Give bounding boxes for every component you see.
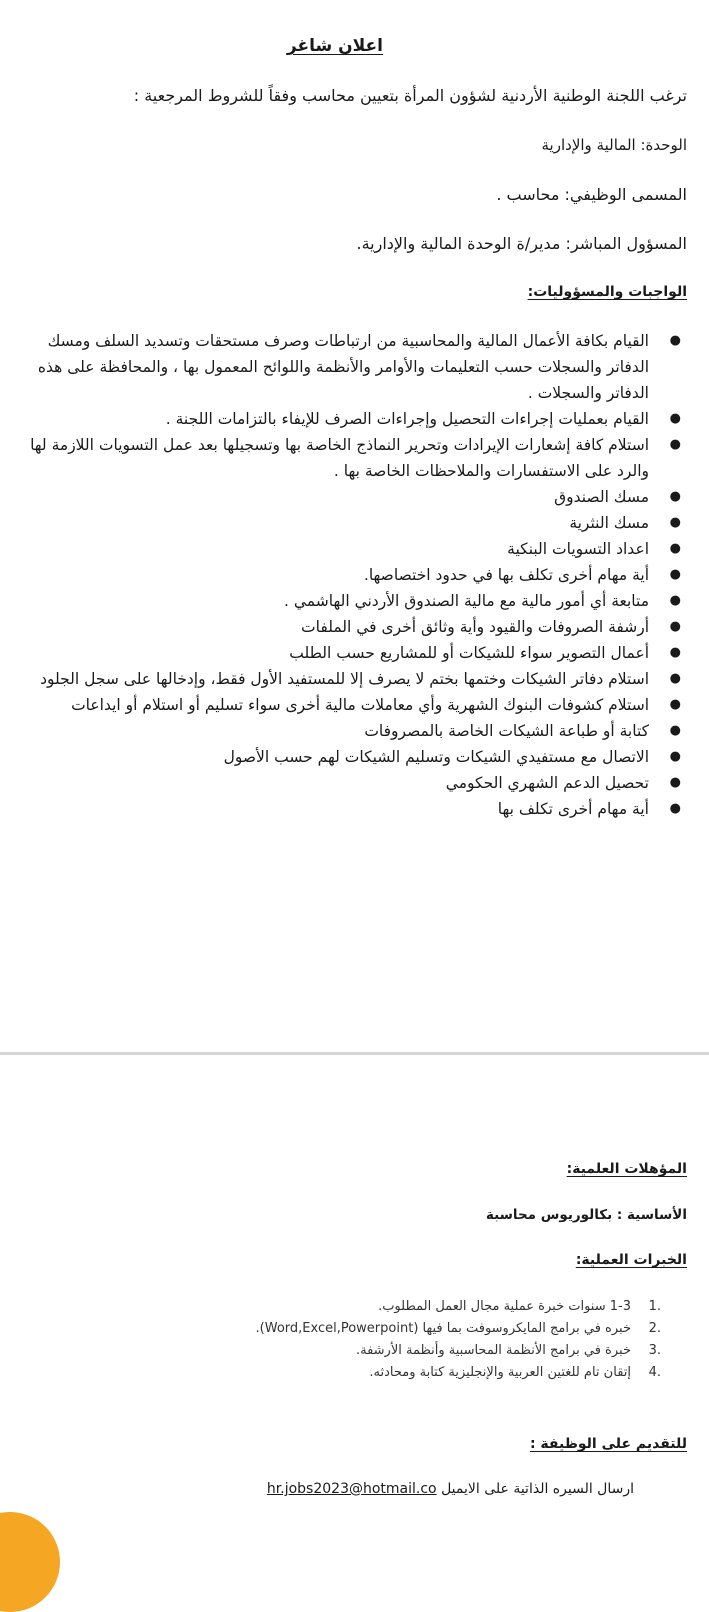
list-item: ● مسك النثرية — [7, 510, 687, 536]
list-item: ● أعمال التصوير سواء للشيكات أو للمشاريع حسب الطلب — [7, 640, 687, 666]
intro-paragraph: ترغب اللجنة الوطنية الأردنية لشؤون المرأة بتعيين محاسب وفقاً للشروط المرجعية : — [133, 86, 687, 105]
list-item: ● أية مهام أخرى تكلف بها — [7, 796, 687, 822]
experience-list — [61, 1296, 661, 1384]
list-item: ● القيام بكافة الأعمال المالية والمحاسبية من ارتباطات وصرف مستحقات وتسديد السلف ومسك الدفاتر والسجلات حسب التعليمات والأوامر والأنظمة واللوائح المعمول بها ، والمحافظة على هذه الدفاتر والسجلات . — [7, 328, 687, 406]
bullet-icon: ● — [669, 775, 681, 790]
bullet-icon: ● — [669, 671, 681, 686]
list-item: 4. إتقان تام للغتين العربية والإنجليزية كتابة ومحادثه. — [369, 1365, 661, 1380]
list-item: ● الاتصال مع مستفيدي الشيكات وتسليم الشيكات لهم حسب الأصول — [7, 744, 687, 770]
list-item: ● استلام كافة إشعارات الإيرادات وتحرير النماذج الخاصة بها وتسجيلها بعد عمل التسويات اللازمة لها والرد على الاستفسارات والملاحظات الخاصة بها . — [7, 432, 687, 484]
email-link[interactable]: hr.jobs2023@hotmail.co — [266, 1481, 437, 1497]
list-item: ● مسك الصندوق — [7, 484, 687, 510]
list-item: ● استلام دفاتر الشيكات وختمها بختم لا يصرف إلا للمستفيد الأول فقط، وإدخالها على سجل الجلود — [7, 666, 687, 692]
bullet-icon: ● — [669, 749, 681, 764]
basic-qualification-line: الأساسية : بكالوريوس محاسبة — [485, 1207, 687, 1223]
bullet-icon: ● — [669, 619, 681, 634]
list-item: ● متابعة أي أمور مالية مع مالية الصندوق الأردني الهاشمي . — [7, 588, 687, 614]
list-item: ● اعداد التسويات البنكية — [7, 536, 687, 562]
bullet-icon: ● — [669, 645, 681, 660]
list-item: ● القيام بعمليات إجراءات التحصيل وإجراءات الصرف للإيفاء بالتزامات اللجنة . — [7, 406, 687, 432]
list-item: ● كتابة أو طباعة الشيكات الخاصة بالمصروفات — [7, 718, 687, 744]
bullet-icon: ● — [669, 593, 681, 608]
vacancy-title: اعلان شاغر — [286, 36, 383, 56]
list-item: ● أية مهام أخرى تكلف بها في حدود اختصاصها. — [7, 562, 687, 588]
bullet-icon: ● — [669, 437, 681, 452]
bullet-icon: ● — [669, 333, 681, 348]
apply-heading: للتقديم على الوظيفة : — [529, 1436, 687, 1452]
bullet-icon: ● — [669, 567, 681, 582]
job-title-line: المسمى الوظيفي: محاسب . — [496, 185, 687, 204]
apply-instruction-line — [267, 1481, 634, 1497]
duties-heading: الواجبات والمسؤوليات: — [527, 284, 687, 300]
experience-heading: الخبرات العملية: — [575, 1252, 687, 1268]
bullet-icon: ● — [669, 489, 681, 504]
list-item: 2. خبره في برامج المايكروسوفت بما فيها (Word,Excel,Powerpoint). — [255, 1321, 661, 1336]
duties-list — [7, 328, 687, 822]
bullet-icon: ● — [669, 541, 681, 556]
bullet-icon: ● — [669, 723, 681, 738]
academic-qualifications-heading: المؤهلات العلمية: — [566, 1161, 687, 1177]
apply-text: ارسال السيره الذاتية على الايميل — [441, 1481, 634, 1497]
unit-line: الوحدة: المالية والإدارية — [541, 136, 687, 154]
bullet-icon: ● — [669, 411, 681, 426]
list-item: 3. خبرة في برامج الأنظمة المحاسبية وأنظمة الأرشفة. — [355, 1343, 661, 1358]
list-item: ● استلام كشوفات البنوك الشهرية وأي معاملات مالية أخرى سواء تسليم أو استلام أو ايداعات — [7, 692, 687, 718]
bullet-icon: ● — [669, 801, 681, 816]
list-item: ● تحصيل الدعم الشهري الحكومي — [7, 770, 687, 796]
bullet-icon: ● — [669, 697, 681, 712]
document-page-2 — [0, 1055, 709, 1536]
list-item: 1. 1-3 سنوات خبرة عملية مجال العمل المطلوب. — [378, 1299, 661, 1314]
list-item: ● أرشفة الصروفات والقيود وأية وثائق أخرى في الملفات — [7, 614, 687, 640]
bullet-icon: ● — [669, 515, 681, 530]
direct-manager-line: المسؤول المباشر: مدير/ة الوحدة المالية والإدارية. — [356, 234, 687, 253]
